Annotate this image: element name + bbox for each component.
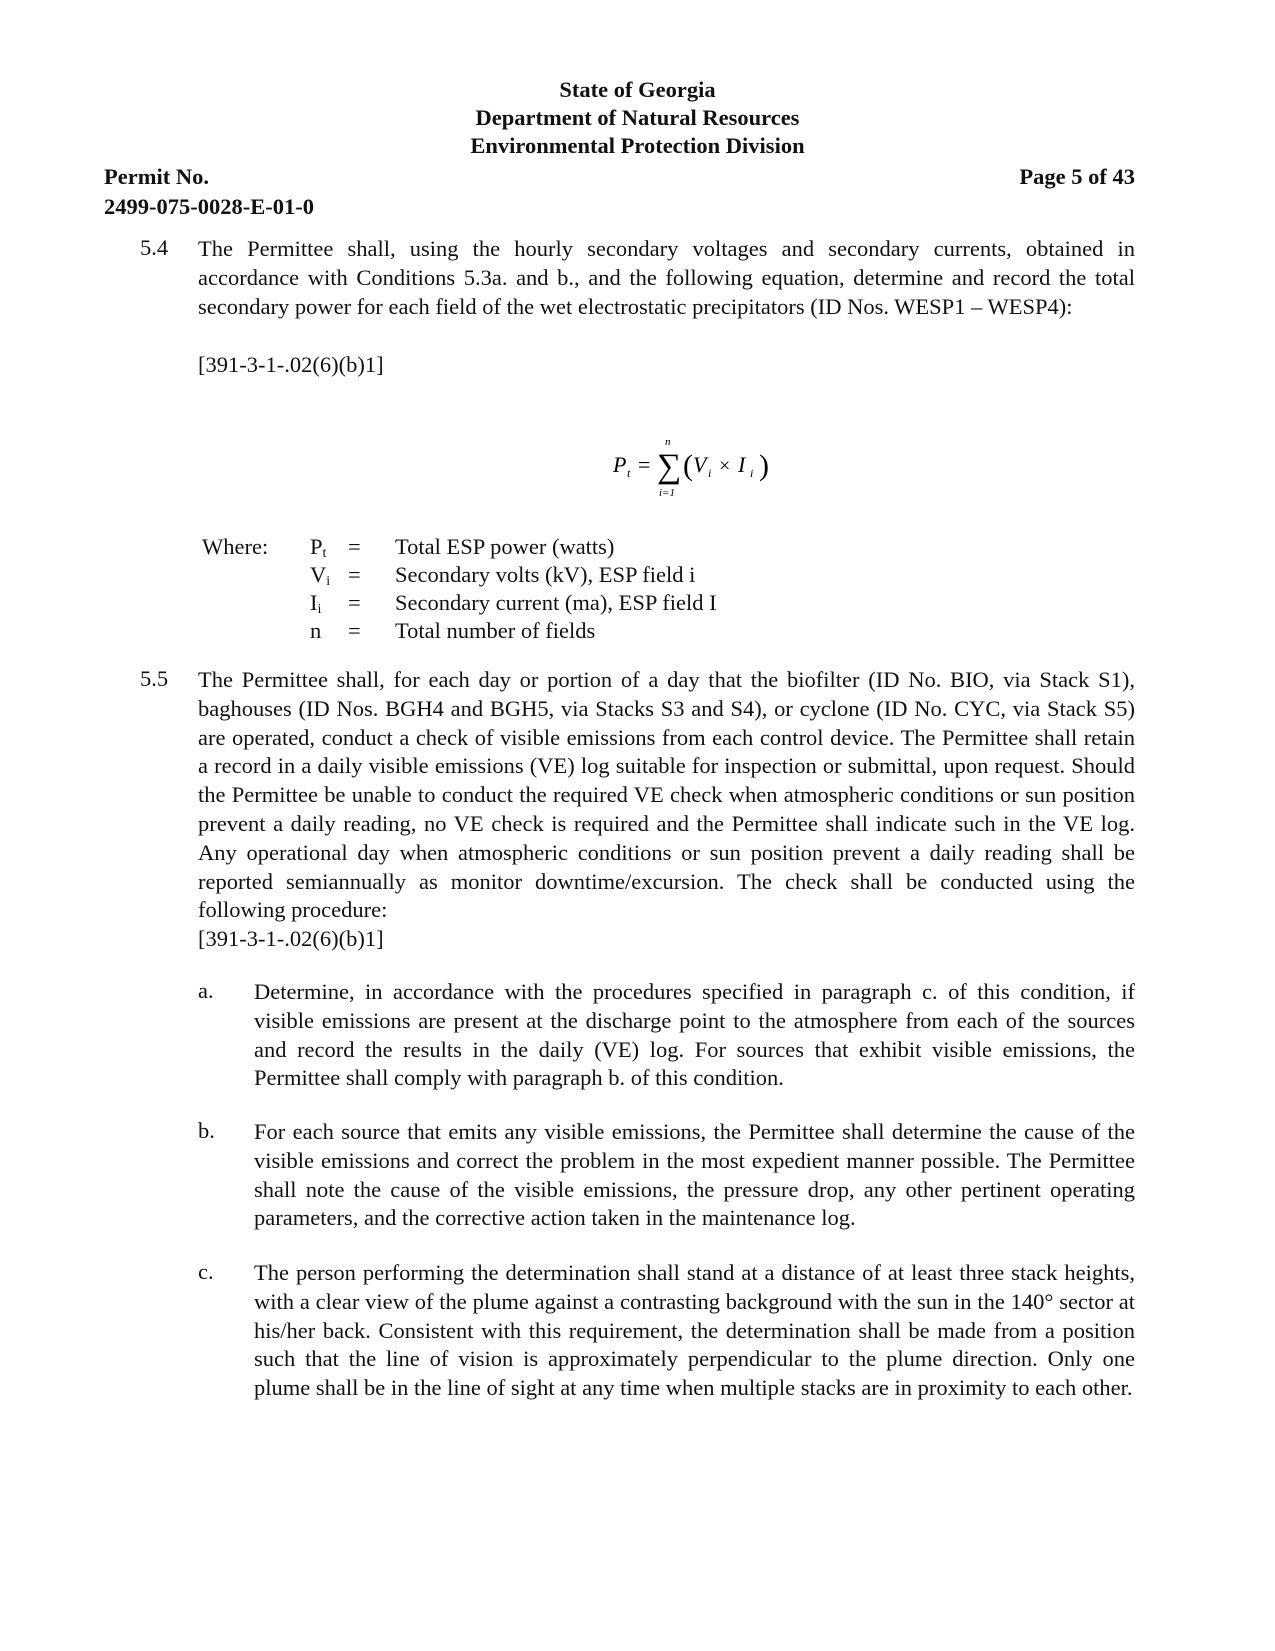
- section-citation: [391-3-1-.02(6)(b)1]: [198, 926, 384, 951]
- header-department: Department of Natural Resources: [475, 105, 800, 130]
- item-letter: c.: [198, 1259, 214, 1284]
- formula-times: ×: [719, 455, 731, 477]
- definition-text: Total number of fields: [395, 618, 596, 643]
- formula-v-sub: i: [708, 466, 712, 480]
- item-letter: b.: [198, 1118, 215, 1143]
- definition-text: Secondary volts (kV), ESP field i: [395, 562, 696, 587]
- section-text: The Permittee shall, using the hourly secondary voltages and secondary currents, obtained in accordance with Conditions 5.3a. and b., and the following equation, determine and record the total secondary power for each field of the wet electrostatic precipitators (ID Nos. WESP1 – WESP4):: [198, 236, 1135, 319]
- definition-equals: =: [348, 534, 361, 559]
- where-label: Where:: [202, 534, 269, 559]
- definition-equals: =: [348, 590, 361, 615]
- permit-block: [104, 162, 314, 222]
- definition-row: [0, 561, 1275, 590]
- section-citation: [391-3-1-.02(6)(b)1]: [198, 352, 384, 377]
- agency-header: [0, 76, 1275, 160]
- definition-symbol: n: [310, 618, 322, 643]
- formula-sigma: ∑: [657, 448, 682, 485]
- definition-equals: =: [348, 562, 361, 587]
- definition-text: Total ESP power (watts): [395, 534, 615, 559]
- header-state: State of Georgia: [559, 77, 716, 102]
- definition-row: [0, 617, 1275, 646]
- formula-i-sub: i: [750, 466, 754, 480]
- section-number: 5.4: [140, 235, 169, 260]
- formula-open-paren: (: [683, 449, 693, 482]
- permit-label: Permit No.: [104, 164, 209, 189]
- definition-text: Secondary current (ma), ESP field I: [395, 590, 717, 615]
- power-equation: [613, 436, 813, 502]
- formula-close-paren: ): [759, 449, 769, 482]
- item-text: The person performing the determination shall stand at a distance of at least three stack heights, with a clear view of the plume against a contrasting background with the sun in the 140° sector at his/her back. Consistent with this requirement, the determination shall be made from a position such that the line of vision is approximately perpendicular to the plume direction. Only one plume shall be in the line of sight at any time when multiple stacks are in proximity to each other.: [254, 1260, 1135, 1401]
- formula-lhs: P: [613, 452, 627, 477]
- item-text: For each source that emits any visible emissions, the Permittee shall determine the cause of the visible emissions and correct the problem in the most expedient manner possible. The Permittee shall note the cause of the visible emissions, the pressure drop, any other pertinent operating parameters, and the corrective action taken in the maintenance log.: [254, 1119, 1135, 1231]
- page-indicator: Page 5 of 43: [1019, 164, 1135, 189]
- formula-lhs-sub: t: [627, 466, 631, 480]
- permit-number: 2499-075-0028-E-01-0: [104, 194, 314, 219]
- section-text: The Permittee shall, for each day or portion of a day that the biofilter (ID No. BIO, via Stack S1), baghouses (ID Nos. BGH4 and BGH5, via Stacks S3 and S4), or cyclone (ID No. CYC, via Stack S5) are operated, conduct a check of visible emissions from each control device. The Permittee shall retain a record in a daily visible emissions (VE) log suitable for inspection or submittal, upon request. Should the Permittee be unable to conduct the required VE check when atmospheric conditions or sun position prevent a daily reading, no VE check is required and the Permittee shall indicate such in the VE log. Any operational day when atmospheric conditions or sun position prevent a daily reading shall be reported semiannually as monitor downtime/excursion. The check shall be conducted using the following procedure:: [198, 667, 1135, 923]
- header-division: Environmental Protection Division: [470, 133, 805, 158]
- formula-v: V: [693, 452, 707, 477]
- formula-sum-upper: n: [665, 436, 671, 448]
- formula-equals: =: [638, 452, 651, 477]
- definition-equals: =: [348, 618, 361, 643]
- definition-symbol: $I_i$: [310, 590, 322, 617]
- definition-row: [0, 589, 1275, 618]
- formula-i: I: [738, 452, 746, 477]
- section-number: 5.5: [140, 666, 169, 691]
- formula-sum-lower: i=1: [659, 487, 675, 499]
- item-text: Determine, in accordance with the procedures specified in paragraph c. of this condition, if visible emissions are present at the discharge point to the atmosphere from each of the sources and record the results in the daily (VE) log. For sources that exhibit visible emissions, the Permittee shall comply with paragraph b. of this condition.: [254, 979, 1135, 1091]
- definition-row: [0, 533, 1275, 562]
- definition-symbol: $V_i$: [310, 562, 331, 589]
- definition-symbol: $P_t$: [310, 534, 327, 561]
- item-letter: a.: [198, 978, 214, 1003]
